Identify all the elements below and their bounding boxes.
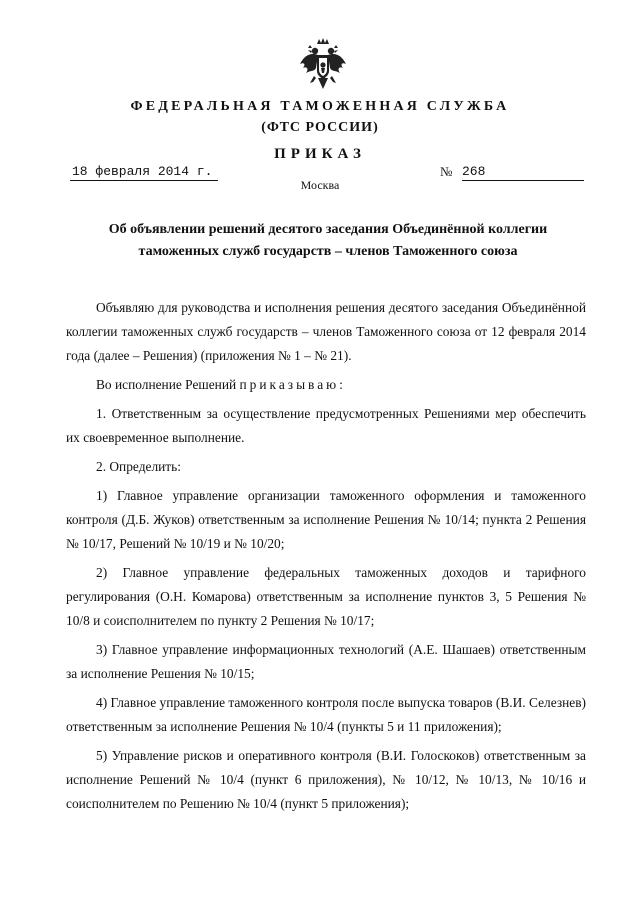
document-type: ПРИКАЗ (274, 146, 366, 162)
order-clause-prefix: Во исполнение Решений (96, 377, 240, 392)
order-clause-verb: приказываю (239, 377, 340, 392)
paragraph-preamble: Объявляю для руководства и исполнения решения десятого заседания Объединённой коллегии таможенных служб государств – членов Таможенного союза от 12 февраля 2014 года (далее – Решения) (приложения № 1 – № 21). (66, 300, 586, 363)
paragraph-item-1: 1. Ответственным за осуществление предусмотренных Решениями мер обеспечить их своевременное выполнение. (66, 406, 586, 445)
order-body (66, 296, 586, 821)
paragraph-item-2: 2. Определить: (96, 459, 181, 474)
order-city: Москва (300, 178, 340, 192)
paragraph-subitem-4: 4) Главное управление таможенного контроля после выпуска товаров (В.И. Селезнев) ответственным за исполнение Решения № 10/4 (пункты 5 и 11 приложения); (66, 695, 587, 734)
paragraph-subitem-1: 1) Главное управление организации таможенного оформления и таможенного контроля (Д.Б. Жуков) ответственным за исполнение Решения № 10/14; пункта 2 Решения № 10/17, Решений № 10/19 и № 10/20; (66, 488, 586, 551)
order-date: 18 февраля 2014 г. (70, 164, 218, 181)
order-number-label: № (440, 164, 453, 179)
organization-name: ФЕДЕРАЛЬНАЯ ТАМОЖЕННАЯ СЛУЖБА (130, 99, 510, 114)
paragraph-subitem-2: 2) Главное управление федеральных таможенных доходов и тарифного регулирования (О.Н. Комарова) ответственным за исполнение пунктов 3, 5 Решения № 10/8 и соисполнителем по пункту 2 Решения № 10/17; (66, 565, 586, 628)
coat-of-arms-icon (298, 38, 348, 92)
order-number: 268 (462, 164, 584, 181)
paragraph-order-clause (66, 373, 586, 397)
subject-line-2: таможенных служб государств – членов Таможенного союза (138, 244, 518, 259)
organization-short-name: (ФТС РОССИИ) (261, 120, 379, 135)
paragraph-subitem-5: 5) Управление рисков и оперативного контроля (В.И. Голоскоков) ответственным за исполнение Решений № 10/4 (пункт 6 приложения), № 10/12, № 10/13, № 10/16 и соисполнителем по Решению № 10/4 (пункт 5 приложения); (66, 748, 586, 811)
subject-line-1: Об объявлении решений десятого заседания Объединённой коллегии (108, 222, 548, 237)
order-clause-suffix: : (339, 377, 343, 392)
order-subject (78, 219, 578, 263)
paragraph-subitem-3: 3) Главное управление информационных технологий (А.Е. Шашаев) ответственным за исполнение Решения № 10/15; (66, 642, 586, 681)
